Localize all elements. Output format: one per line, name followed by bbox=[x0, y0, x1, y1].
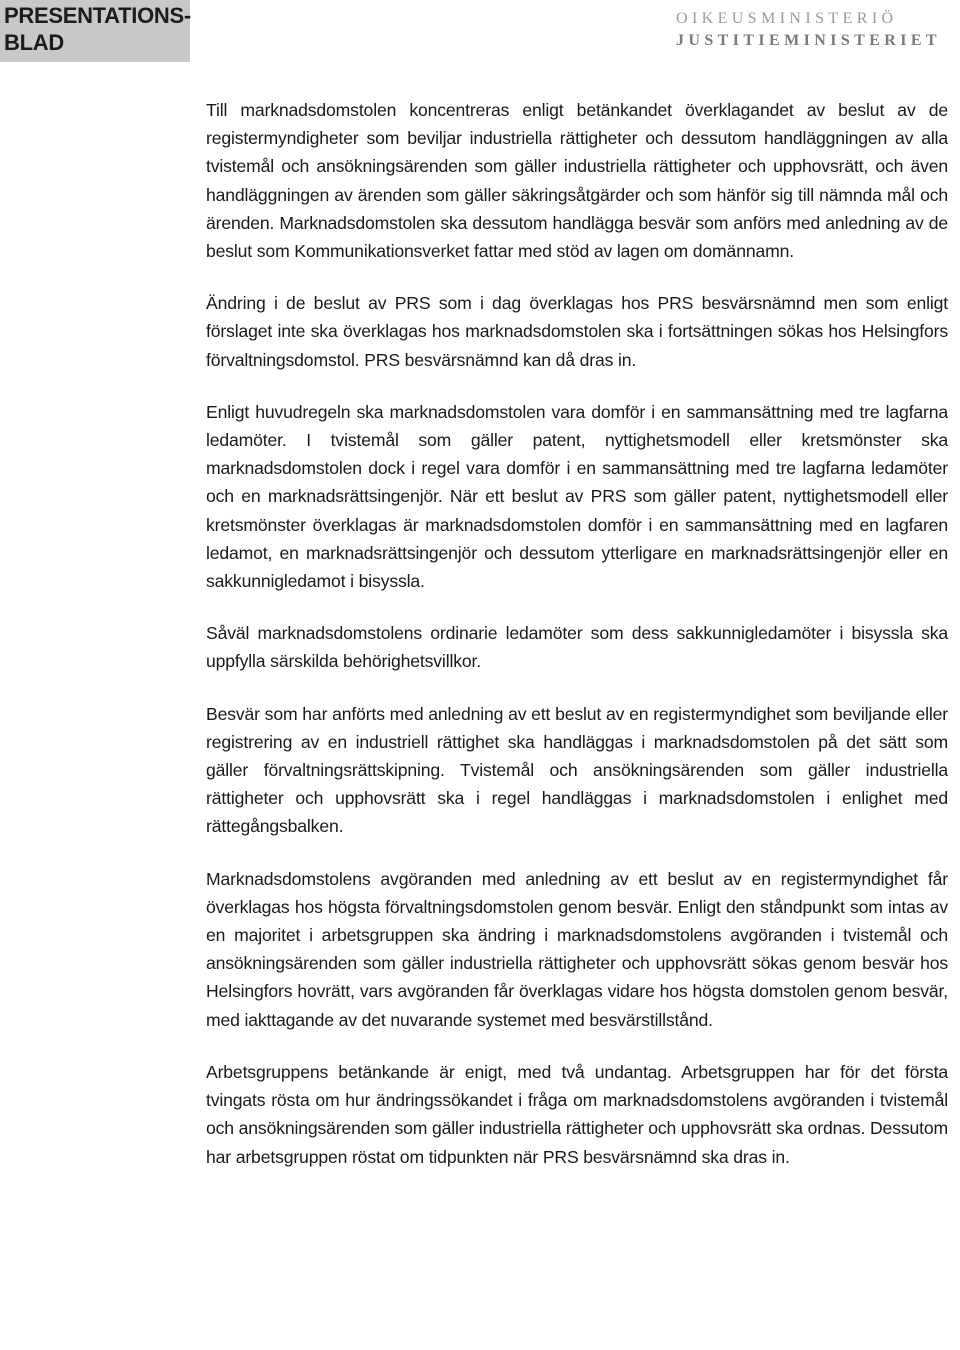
document-type-line-1: PRESENTATIONS- bbox=[4, 3, 191, 28]
body-paragraph: Ändring i de beslut av PRS som i dag överklagas hos PRS besvärsnämnd men som enligt förslaget inte ska överklagas hos marknadsdomstolen ska i fortsättningen sökas hos Helsingfors förvaltningsdomstol. PRS besvärsnämnd kan då dras in. bbox=[206, 293, 948, 370]
ministry-logo bbox=[676, 8, 956, 52]
document-type-banner bbox=[0, 0, 190, 62]
body-paragraph: Till marknadsdomstolen koncentreras enligt betänkandet överklagandet av beslut av de registermyndigheter som beviljar industriella rättigheter och dessutom handläggningen av alla tvistemål och ansökningsärenden som gäller industriella rättigheter och upphovsrätt, och även handläggningen av ärenden som gäller säkringsåtgärder och som hänför sig till nämnda mål och ärenden. Marknadsdomstolen ska dessutom handlägga besvär som anförs med anledning av de beslut som Kommunikationsverket fattar med stöd av lagen om domännamn. bbox=[206, 100, 948, 262]
ministry-name-finnish: OIKEUSMINISTERIÖ bbox=[676, 10, 898, 27]
body-paragraph: Besvär som har anförts med anledning av ett beslut av en registermyndighet som beviljande eller registrering av en industriell rättighet ska handläggas i marknadsdomstolen på det sätt som gäller förvaltningsrättskipning. Tvistemål och ansökningsärenden som gäller industriella rättigheter och upphovsrätt ska i regel handläggas i marknadsdomstolen i enlighet med rättegångsbalken. bbox=[206, 703, 948, 837]
page-header bbox=[0, 0, 960, 62]
body-paragraph: Marknadsdomstolens avgöranden med anledning av ett beslut av en registermyndighet får överklagas hos högsta förvaltningsdomstolen genom besvär. Enligt den ståndpunkt som intas av en majoritet i arbetsgruppen ska ändring i marknadsdomstolens avgöranden i tvistemål och ansökningsärenden som gäller industriella rättigheter och upphovsrätt sökas genom besvär hos Helsingfors hovrätt, vars avgöranden får överklagas vidare hos högsta domstolen genom besvär, med iakttagande av det nuvarande systemet med besvärstillstånd. bbox=[206, 868, 948, 1030]
document-type-line-2: BLAD bbox=[4, 30, 64, 55]
document-type-title bbox=[4, 2, 191, 56]
body-paragraph: Såväl marknadsdomstolens ordinarie ledamöter som dess sakkunnigledamöter i bisyssla ska uppfylla särskilda behörighetsvillkor. bbox=[206, 623, 948, 672]
body-paragraph: Arbetsgruppens betänkande är enigt, med två undantag. Arbetsgruppen har för det första tvingats rösta om hur ändringssökandet i fråga om marknadsdomstolens avgöranden i tvistemål och ansökningsärenden som gäller industriella rättigheter och upphovsrätt ska ordnas. Dessutom har arbetsgruppen röstat om tidpunkten när PRS besvärsnämnd ska dras in. bbox=[206, 1061, 948, 1167]
ministry-name-swedish: JUSTITIEMINISTERIET bbox=[676, 32, 941, 49]
document-body bbox=[206, 96, 948, 1195]
body-paragraph: Enligt huvudregeln ska marknadsdomstolen vara domför i en sammansättning med tre lagfarna ledamöter. I tvistemål som gäller patent, nyttighetsmodell eller kretsmönster ska marknadsdomstolen dock i regel vara domför i en sammansättning med tre lagfarna ledamöter och en marknadsrättsingenjör. När ett beslut av PRS som gäller patent, nyttighetsmodell eller kretsmönster överklagas är marknadsdomstolen domför i en sammansättning med en lagfaren ledamot, en marknadsrättsingenjör och dessutom ytterligare en marknadsrättsingenjör eller en sakkunnigledamot i bisyssla. bbox=[206, 401, 948, 592]
